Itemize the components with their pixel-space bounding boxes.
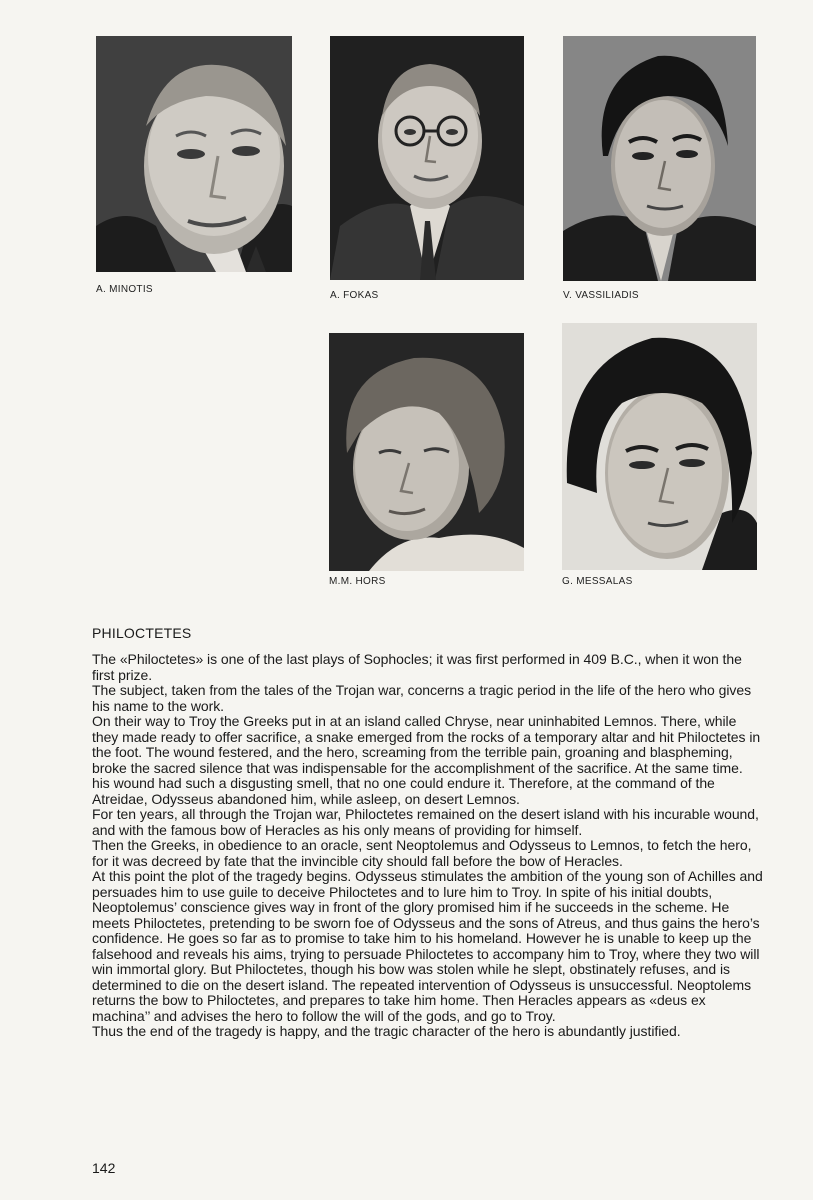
portrait-hors — [329, 333, 524, 571]
portrait-caption: A. FOKAS — [330, 290, 379, 301]
portrait-caption: V. VASSILIADIS — [563, 290, 639, 301]
article-title: PHILOCTETES — [92, 625, 192, 641]
article-paragraph: Thus the end of the tragedy is happy, and the tragic character of the hero is abundantly justified. — [92, 1023, 681, 1039]
portrait-fokas — [330, 36, 524, 280]
page-number: 142 — [92, 1160, 116, 1176]
article-paragraph: At this point the plot of the tragedy begins. Odysseus stimulates the ambition of the young son of Achilles and persuades him to use guile to deceive Philoctetes and to lure him to Troy. In spite of his initial doubts, Neoptolemus’ conscience gives way in front of the glory promised him if he succeeds in the scheme. He meets Philoctetes, pretending to be sworn foe of Odysseus and the sons of Atreus, and thus gains the hero’s confidence. He goes so far as to promise to take him to his homeland. However he is unable to keep up the falsehood and reveals his aims, trying to persuade Philoctetes to accompany him to Troy, where they two will win immortal glory. But Philoctetes, though his bow was stolen while he slept, obstinately refuses, and is determined to die on the desert island. The repeated intervention of Odysseus is unsuccessful. Neoptolems returns the bow to Philoctetes, and prepares to take him home. Then Heracles appears as «deus ex machina’’ and advises the hero to follow the will of the gods, and go to Troy. — [92, 868, 763, 1024]
article-paragraph: On their way to Troy the Greeks put in at an island called Chryse, near uninhabited Lemnos. There, while they made ready to offer sacrifice, a snake emerged from the rocks of a temporary altar and hit Philoctetes in the foot. The wound festered, and the hero, screaming from the terrible pain, groaning and blaspheming, broke the sacred silence that was indispensable for the accomplishment of the sacrifice. At the same time. his wound had such a disgusting smell, that no one could endure it. Therefore, at the command of the Atreidae, Odysseus abandoned him, while asleep, on desert Lemnos. — [92, 713, 761, 807]
article-body — [92, 652, 764, 1040]
article-paragraph: The «Philoctetes» is one of the last plays of Sophocles; it was first performed in 409 B.C., when it won the first prize. — [92, 651, 742, 683]
portrait-vassiliadis — [563, 36, 756, 281]
article-paragraph: The subject, taken from the tales of the Trojan war, concerns a tragic period in the life of the hero who gives his name to the work. — [92, 682, 752, 714]
portrait-caption: G. MESSALAS — [562, 576, 633, 587]
article-paragraph: Then the Greeks, in obedience to an oracle, sent Neoptolemus and Odysseus to Lemnos, to fetch the hero, for it was decreed by fate that the invincible city should fall before the bow of Heracles. — [92, 837, 752, 869]
article-paragraph: For ten years, all through the Trojan war, Philoctetes remained on the desert island with his incurable wound, and with the famous bow of Heracles as his only means of providing for himself. — [92, 806, 759, 838]
portrait-minotis — [96, 36, 292, 272]
portrait-caption: M.M. HORS — [329, 576, 386, 587]
portrait-caption: A. MINOTIS — [96, 284, 153, 295]
portrait-messalas — [562, 323, 757, 570]
